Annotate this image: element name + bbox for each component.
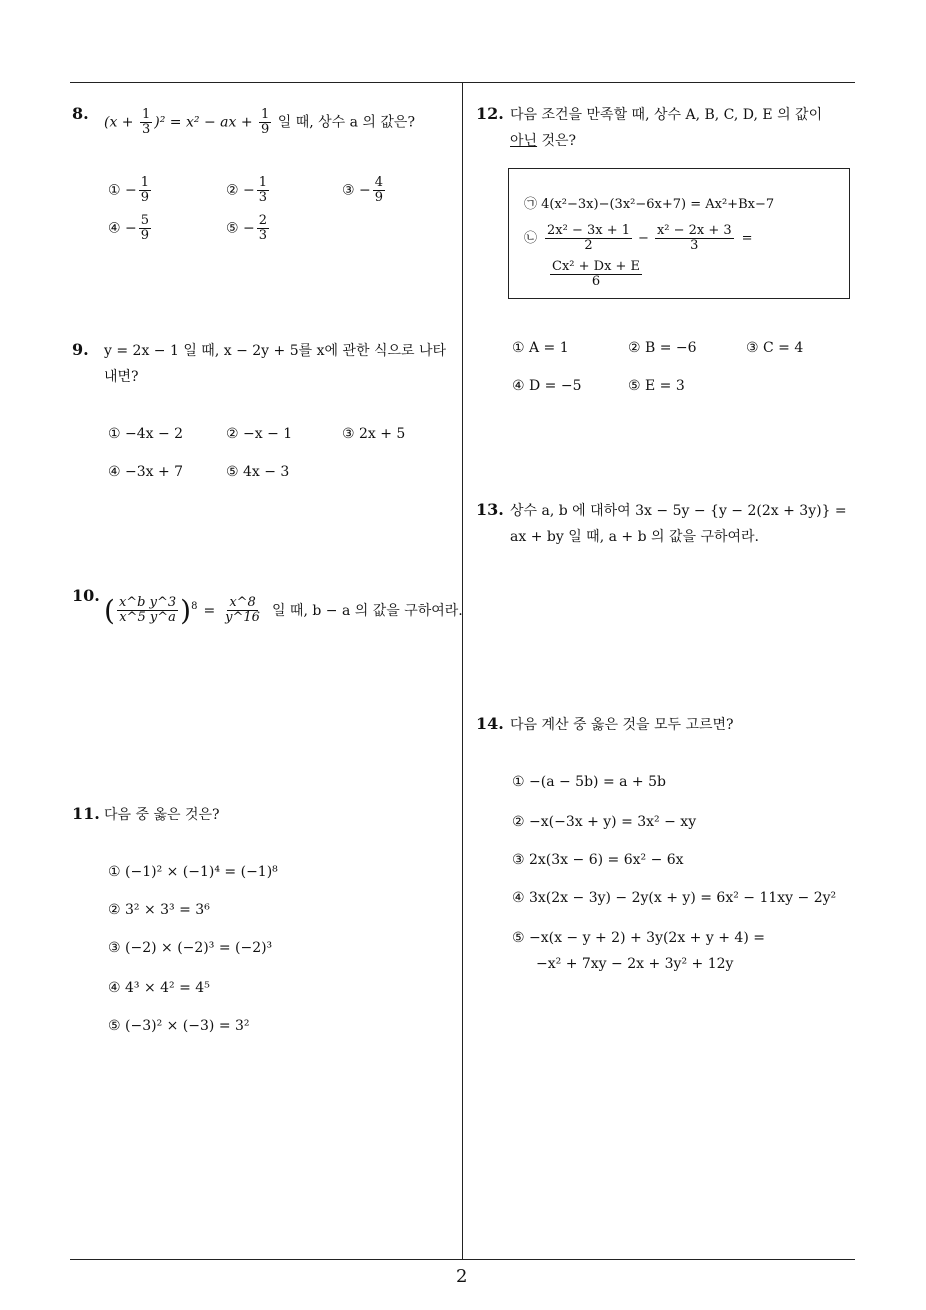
q14-stem: 다음 계산 중 옳은 것을 모두 고르면?: [510, 717, 734, 733]
q12-option-5[interactable]: ⑤ E = 3: [628, 378, 685, 394]
q8-number: 8.: [72, 104, 89, 123]
q13-stem-line2: ax + by 일 때, a + b 의 값을 구하여라.: [510, 529, 760, 545]
q14-option-5-continued: −x² + 7xy − 2x + 3y² + 12y: [536, 956, 734, 972]
q10-number: 10.: [72, 586, 100, 605]
q13-number: 13.: [476, 500, 504, 519]
q12-number: 12.: [476, 104, 504, 123]
q8-option-2[interactable]: ② − $\frac{1}{3}$: [226, 175, 268, 205]
q14-option-3[interactable]: ③ 2x(3x − 6) = 6x² − 6x: [512, 852, 684, 868]
q10-stem: ( $\frac{\text{x\textasciicircum{}b y\textasciicircum{}3}}{x\^{}5 y\^{}a}$ ) $^8$ = $\frac{x\^{}8}{y\^{}16}$ 일 때, b − a 의 값을 구하여라.: [104, 593, 463, 627]
q12-option-1[interactable]: ① A = 1: [512, 340, 569, 356]
q12-condition-2: ㉡ $\frac{\text{2x² − 3x + 1}}{2}$ − $\frac{\text{x² − 2x + 3}}{3}$ =: [524, 223, 753, 253]
q11-stem: 다음 중 옳은 것은?: [104, 807, 220, 823]
q8-option-5[interactable]: ⑤ − $\frac{2}{3}$: [226, 213, 268, 243]
q8-stem: (x + $\frac{1}{3}$ )² = x² − ax + $\frac{1}{9}$ 일 때, 상수 a 의 값은?: [104, 107, 415, 137]
q8-option-1[interactable]: ① − $\frac{1}{9}$: [108, 175, 150, 205]
q8-option-3[interactable]: ③ − $\frac{4}{9}$: [342, 175, 384, 205]
q12-condition-2-rhs: $\frac{\text{Cx² + Dx + E}}{6}$: [552, 259, 641, 289]
q12-stem-line1: 다음 조건을 만족할 때, 상수 A, B, C, D, E 의 값이: [510, 107, 823, 123]
q9-number: 9.: [72, 340, 89, 359]
q9-stem-line2: 내면?: [104, 369, 139, 385]
q13-stem-line1: 상수 a, b 에 대하여 3x − 5y − {y − 2(2x + 3y)} =: [510, 503, 847, 519]
q11-option-5[interactable]: ⑤ (−3)² × (−3) = 3²: [108, 1018, 250, 1034]
q12-option-4[interactable]: ④ D = −5: [512, 378, 582, 394]
page-number: 2: [456, 1266, 468, 1287]
q11-option-4[interactable]: ④ 4³ × 4² = 4⁵: [108, 980, 210, 996]
q8-option-4[interactable]: ④ − $\frac{5}{9}$: [108, 213, 150, 243]
q12-stem-line2: 아닌 것은?: [510, 133, 577, 149]
q14-option-4[interactable]: ④ 3x(2x − 3y) − 2y(x + y) = 6x² − 11xy − 2y²: [512, 890, 837, 906]
q12-condition-1: ㉠ 4(x²−3x)−(3x²−6x+7) = Ax²+Bx−7: [524, 197, 775, 212]
q12-option-3[interactable]: ③ C = 4: [746, 340, 804, 356]
q12-option-2[interactable]: ② B = −6: [628, 340, 697, 356]
q9-option-1[interactable]: ① −4x − 2: [108, 426, 184, 442]
column-divider: [462, 82, 463, 1260]
q14-option-5[interactable]: ⑤ −x(x − y + 2) + 3y(2x + y + 4) =: [512, 930, 765, 946]
q14-number: 14.: [476, 714, 504, 733]
q11-option-1[interactable]: ① (−1)² × (−1)⁴ = (−1)⁸: [108, 864, 278, 880]
q11-option-3[interactable]: ③ (−2) × (−2)³ = (−2)³: [108, 940, 273, 956]
q14-option-2[interactable]: ② −x(−3x + y) = 3x² − xy: [512, 814, 697, 830]
q11-number: 11.: [72, 804, 100, 823]
q9-option-5[interactable]: ⑤ 4x − 3: [226, 464, 290, 480]
q9-stem-line1: y = 2x − 1 일 때, x − 2y + 5를 x에 관한 식으로 나타: [104, 343, 447, 359]
bottom-rule: [70, 1259, 855, 1260]
q9-option-2[interactable]: ② −x − 1: [226, 426, 293, 442]
q9-option-3[interactable]: ③ 2x + 5: [342, 426, 406, 442]
q14-option-1[interactable]: ① −(a − 5b) = a + 5b: [512, 774, 666, 790]
q11-option-2[interactable]: ② 3² × 3³ = 3⁶: [108, 902, 210, 918]
q9-option-4[interactable]: ④ −3x + 7: [108, 464, 184, 480]
